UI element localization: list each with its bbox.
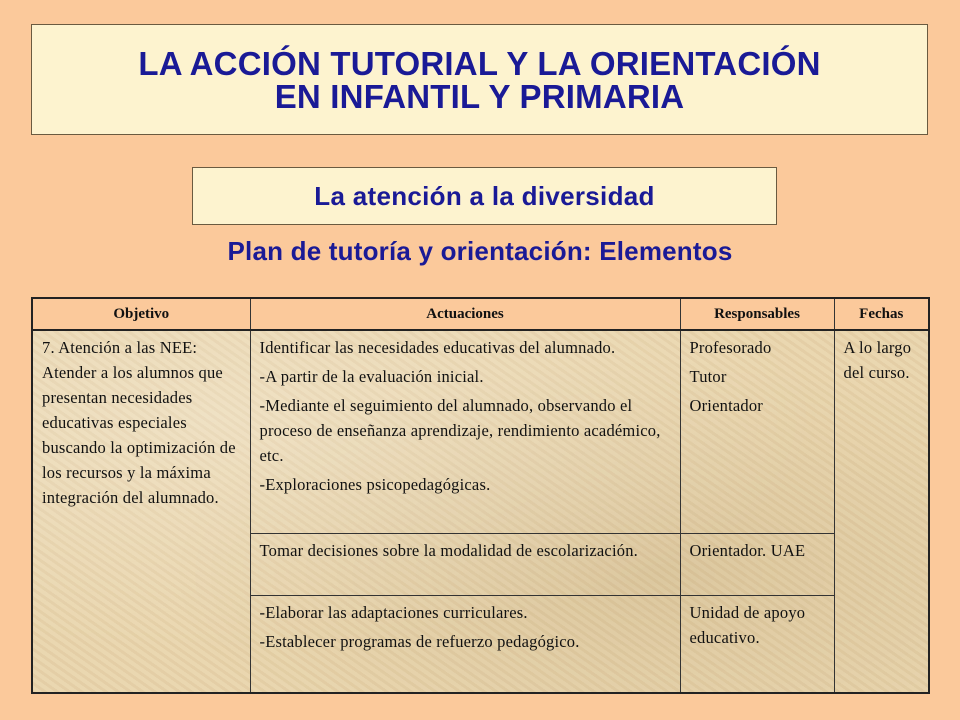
header-objetivo: Objetivo [32,298,250,330]
title-box [31,24,928,135]
actuaciones-cell [250,595,680,693]
responsable-item: Unidad de apoyo educativo. [689,602,806,647]
section-subtitle: La atención a la diversidad [314,180,655,211]
plan-table [31,297,930,694]
header-actuaciones: Actuaciones [250,298,680,330]
actuacion-item: -Mediante el seguimiento del alumnado, observando el proceso de enseñanza aprendizaje, rendimiento académico, etc. [259,396,661,465]
actuacion-item: -A partir de la evaluación inicial. [259,367,484,386]
table-header-row [32,298,929,330]
section-heading: Plan de tutoría y orientación: Elementos [227,236,733,266]
actuacion-item: Tomar decisiones sobre la modalidad de escolarización. [259,540,638,560]
responsable-item: Orientador. UAE [689,540,806,560]
responsables-cell [680,330,834,533]
actuaciones-cell [250,533,680,595]
responsable-item: Orientador [689,396,763,415]
header-fechas: Fechas [834,298,929,330]
actuacion-item: -Elaborar las adaptaciones curriculares. [259,602,528,622]
page-title-line-1: LA ACCIÓN TUTORIAL Y LA ORIENTACIÓN [138,44,821,82]
responsable-item: Profesorado [689,338,772,357]
fechas-cell [834,330,929,693]
subtitle-box [192,167,777,225]
objetivo-title: 7. Atención a las NEE: [42,338,198,357]
responsables-cell [680,595,834,693]
actuacion-item: Identificar las necesidades educativas del alumnado. [259,338,616,357]
responsable-item: Tutor [689,367,727,386]
header-responsables: Responsables [680,298,834,330]
table-row [32,330,929,533]
page-title-line-2: EN INFANTIL Y PRIMARIA [274,77,685,115]
responsables-cell [680,533,834,595]
objetivo-cell [32,330,250,693]
actuacion-item: -Establecer programas de refuerzo pedagógico. [259,631,580,651]
actuacion-item: -Exploraciones psicopedagógicas. [259,475,491,494]
fechas-text: A lo largo del curso. [843,338,912,382]
actuaciones-cell [250,330,680,533]
objetivo-text: Atender a los alumnos que presentan necesidades educativas especiales buscando la optimización de los recursos y la máxima integración del alumnado. [42,363,236,507]
